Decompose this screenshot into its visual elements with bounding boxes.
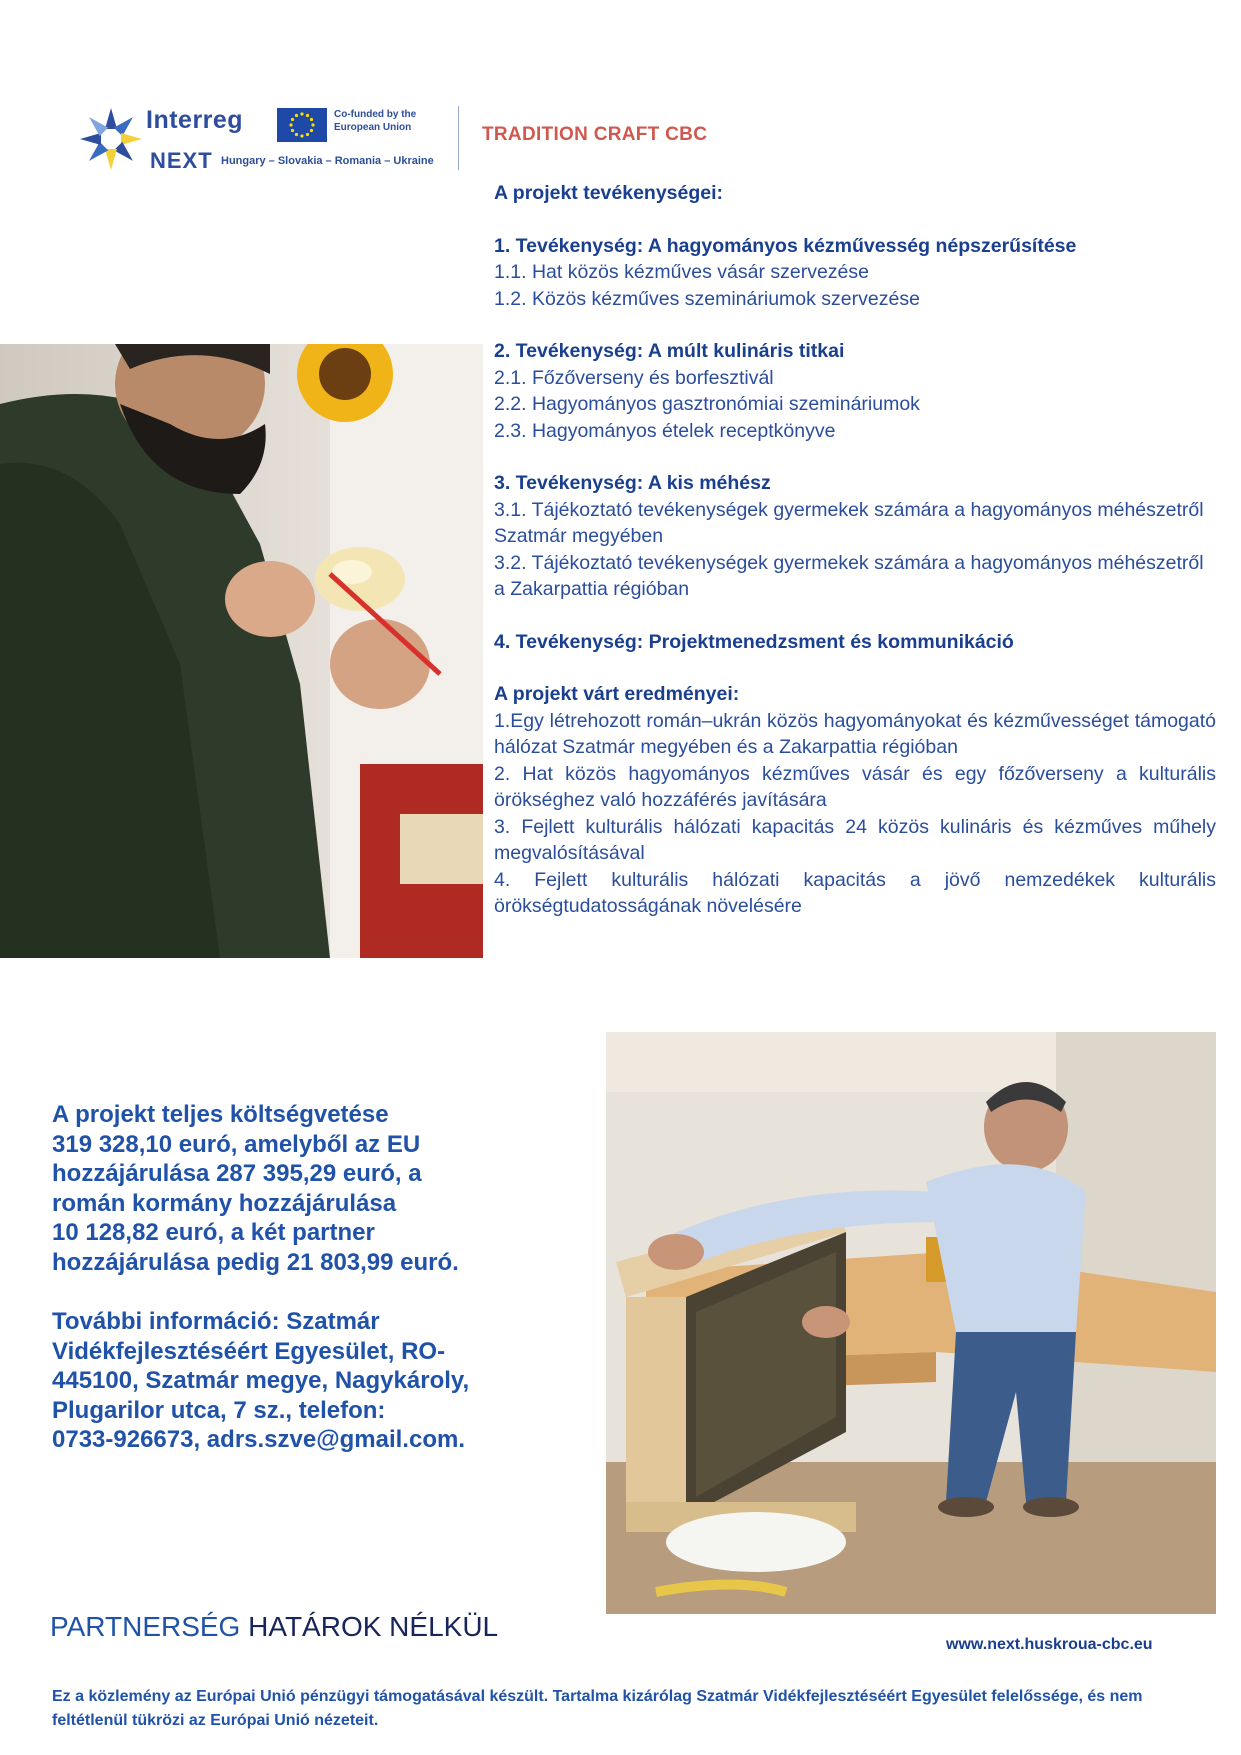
budget-line: hozzájárulása 287 395,29 euró, a: [52, 1160, 422, 1187]
slogan: [50, 1611, 498, 1643]
contact-line: Vidékfejlesztéséért Egyesület, RO-: [52, 1337, 446, 1365]
interreg-logo: [80, 100, 460, 180]
activity-item: 2.2. Hagyományos gasztronómiai szemináriumok: [494, 393, 920, 415]
activity-title: 2. Tevékenység: A múlt kulináris titkai: [494, 340, 845, 362]
activity-item: 2.1. Főzőverseny és borfesztivál: [494, 366, 774, 389]
website-link[interactable]: www.next.huskroua-cbc.eu: [946, 1636, 1153, 1653]
slogan-part1: PARTNERSÉG: [50, 1611, 249, 1642]
activity-title: 4. Tevékenység: Projektmenedzsment és kommunikáció: [494, 630, 1014, 653]
activity-item: 2.3. Hagyományos ételek receptkönyve: [494, 419, 836, 442]
countries-caption: Hungary – Slovakia – Romania – Ukraine: [221, 155, 434, 167]
result-item: 2. Hat közös hagyományos kézműves vásár és egy főzőverseny a kulturális örökséghez való hozzáférés javítására: [494, 762, 1216, 811]
budget-line: 319 328,10 euró, amelyből az EU: [52, 1130, 421, 1158]
contact-block: [52, 1307, 592, 1455]
next-wordmark: NEXT: [150, 148, 213, 173]
budget-line: A projekt teljes költségvetése: [52, 1101, 389, 1128]
activity-item: 1.2. Közös kézműves szemináriumok szervezése: [494, 287, 920, 310]
contact-line: További információ: Szatmár: [52, 1308, 380, 1335]
result-item: 3. Fejlett kulturális hálózati kapacitás 24 közös kulináris és kézműves műhely megvalósításával: [494, 815, 1216, 864]
contact-line: 0733-926673, adrs.szve@gmail.com.: [52, 1426, 465, 1453]
activity-item: 1.1. Hat közös kézműves vásár szervezése: [494, 261, 869, 283]
results-section: [494, 681, 1216, 920]
activity-item: 3.2. Tájékoztató tevékenységek gyermekek számára a hagyományos méhészetről a Zakarpattia régióban: [494, 551, 1204, 600]
activity-item: 3.1. Tájékoztató tevékenységek gyermekek számára a hagyományos méhészetről Szatmár megyében: [494, 498, 1204, 547]
interreg-wordmark: Interreg: [146, 106, 244, 134]
activity-1: [494, 233, 1216, 313]
eu-disclaimer: Ez a közlemény az Európai Unió pénzügyi támogatásával készült. Tartalma kizárólag Szatmár Vidékfejlesztéséért Egyesület felelőssége, és nem feltétlenül tükrözi az Európai Unió nézeteit.: [52, 1688, 1143, 1729]
slogan-part2: HATÁROK NÉLKÜL: [248, 1611, 499, 1642]
eu-flag-icon: [277, 108, 327, 142]
cofunded-caption: Co-funded by the European Union: [334, 109, 417, 133]
interreg-star-icon: [80, 106, 142, 172]
photo-beehive-demo: [606, 1032, 1216, 1614]
activities-heading: A projekt tevékenységei:: [494, 182, 724, 204]
contact-line: 445100, Szatmár megye, Nagykároly,: [52, 1367, 470, 1394]
result-item: 4. Fejlett kulturális hálózati kapacitás a jövő nemzedékek kulturális örökségtudatosságának növelésére: [494, 868, 1216, 917]
budget-line: 10 128,82 euró, a két partner: [52, 1219, 375, 1246]
photo-egg-painting: [0, 344, 483, 958]
project-name: TRADITION CRAFT CBC: [482, 124, 708, 145]
activity-2: [494, 338, 1216, 444]
budget-line: román kormány hozzájárulása: [52, 1189, 397, 1217]
budget-block: [52, 1100, 592, 1277]
activities-column: [494, 180, 1216, 920]
egg-painting-illustration: [0, 344, 483, 958]
contact-line: Plugarilor utca, 7 sz., telefon:: [52, 1396, 386, 1424]
activity-title: 1. Tevékenység: A hagyományos kézművesség népszerűsítése: [494, 234, 1077, 257]
logo-divider: [458, 106, 459, 170]
beehive-illustration: [606, 1032, 1216, 1614]
activity-3: [494, 470, 1216, 603]
budget-line: hozzájárulása pedig 21 803,99 euró.: [52, 1248, 459, 1276]
activity-4: [494, 629, 1216, 656]
activity-title: 3. Tevékenység: A kis méhész: [494, 472, 771, 494]
results-heading: A projekt várt eredményei:: [494, 683, 740, 705]
result-item: 1.Egy létrehozott román–ukrán közös hagyományokat és kézművességet támogató hálózat Szatmár megyében és a Zakarpattia régióban: [494, 709, 1216, 758]
